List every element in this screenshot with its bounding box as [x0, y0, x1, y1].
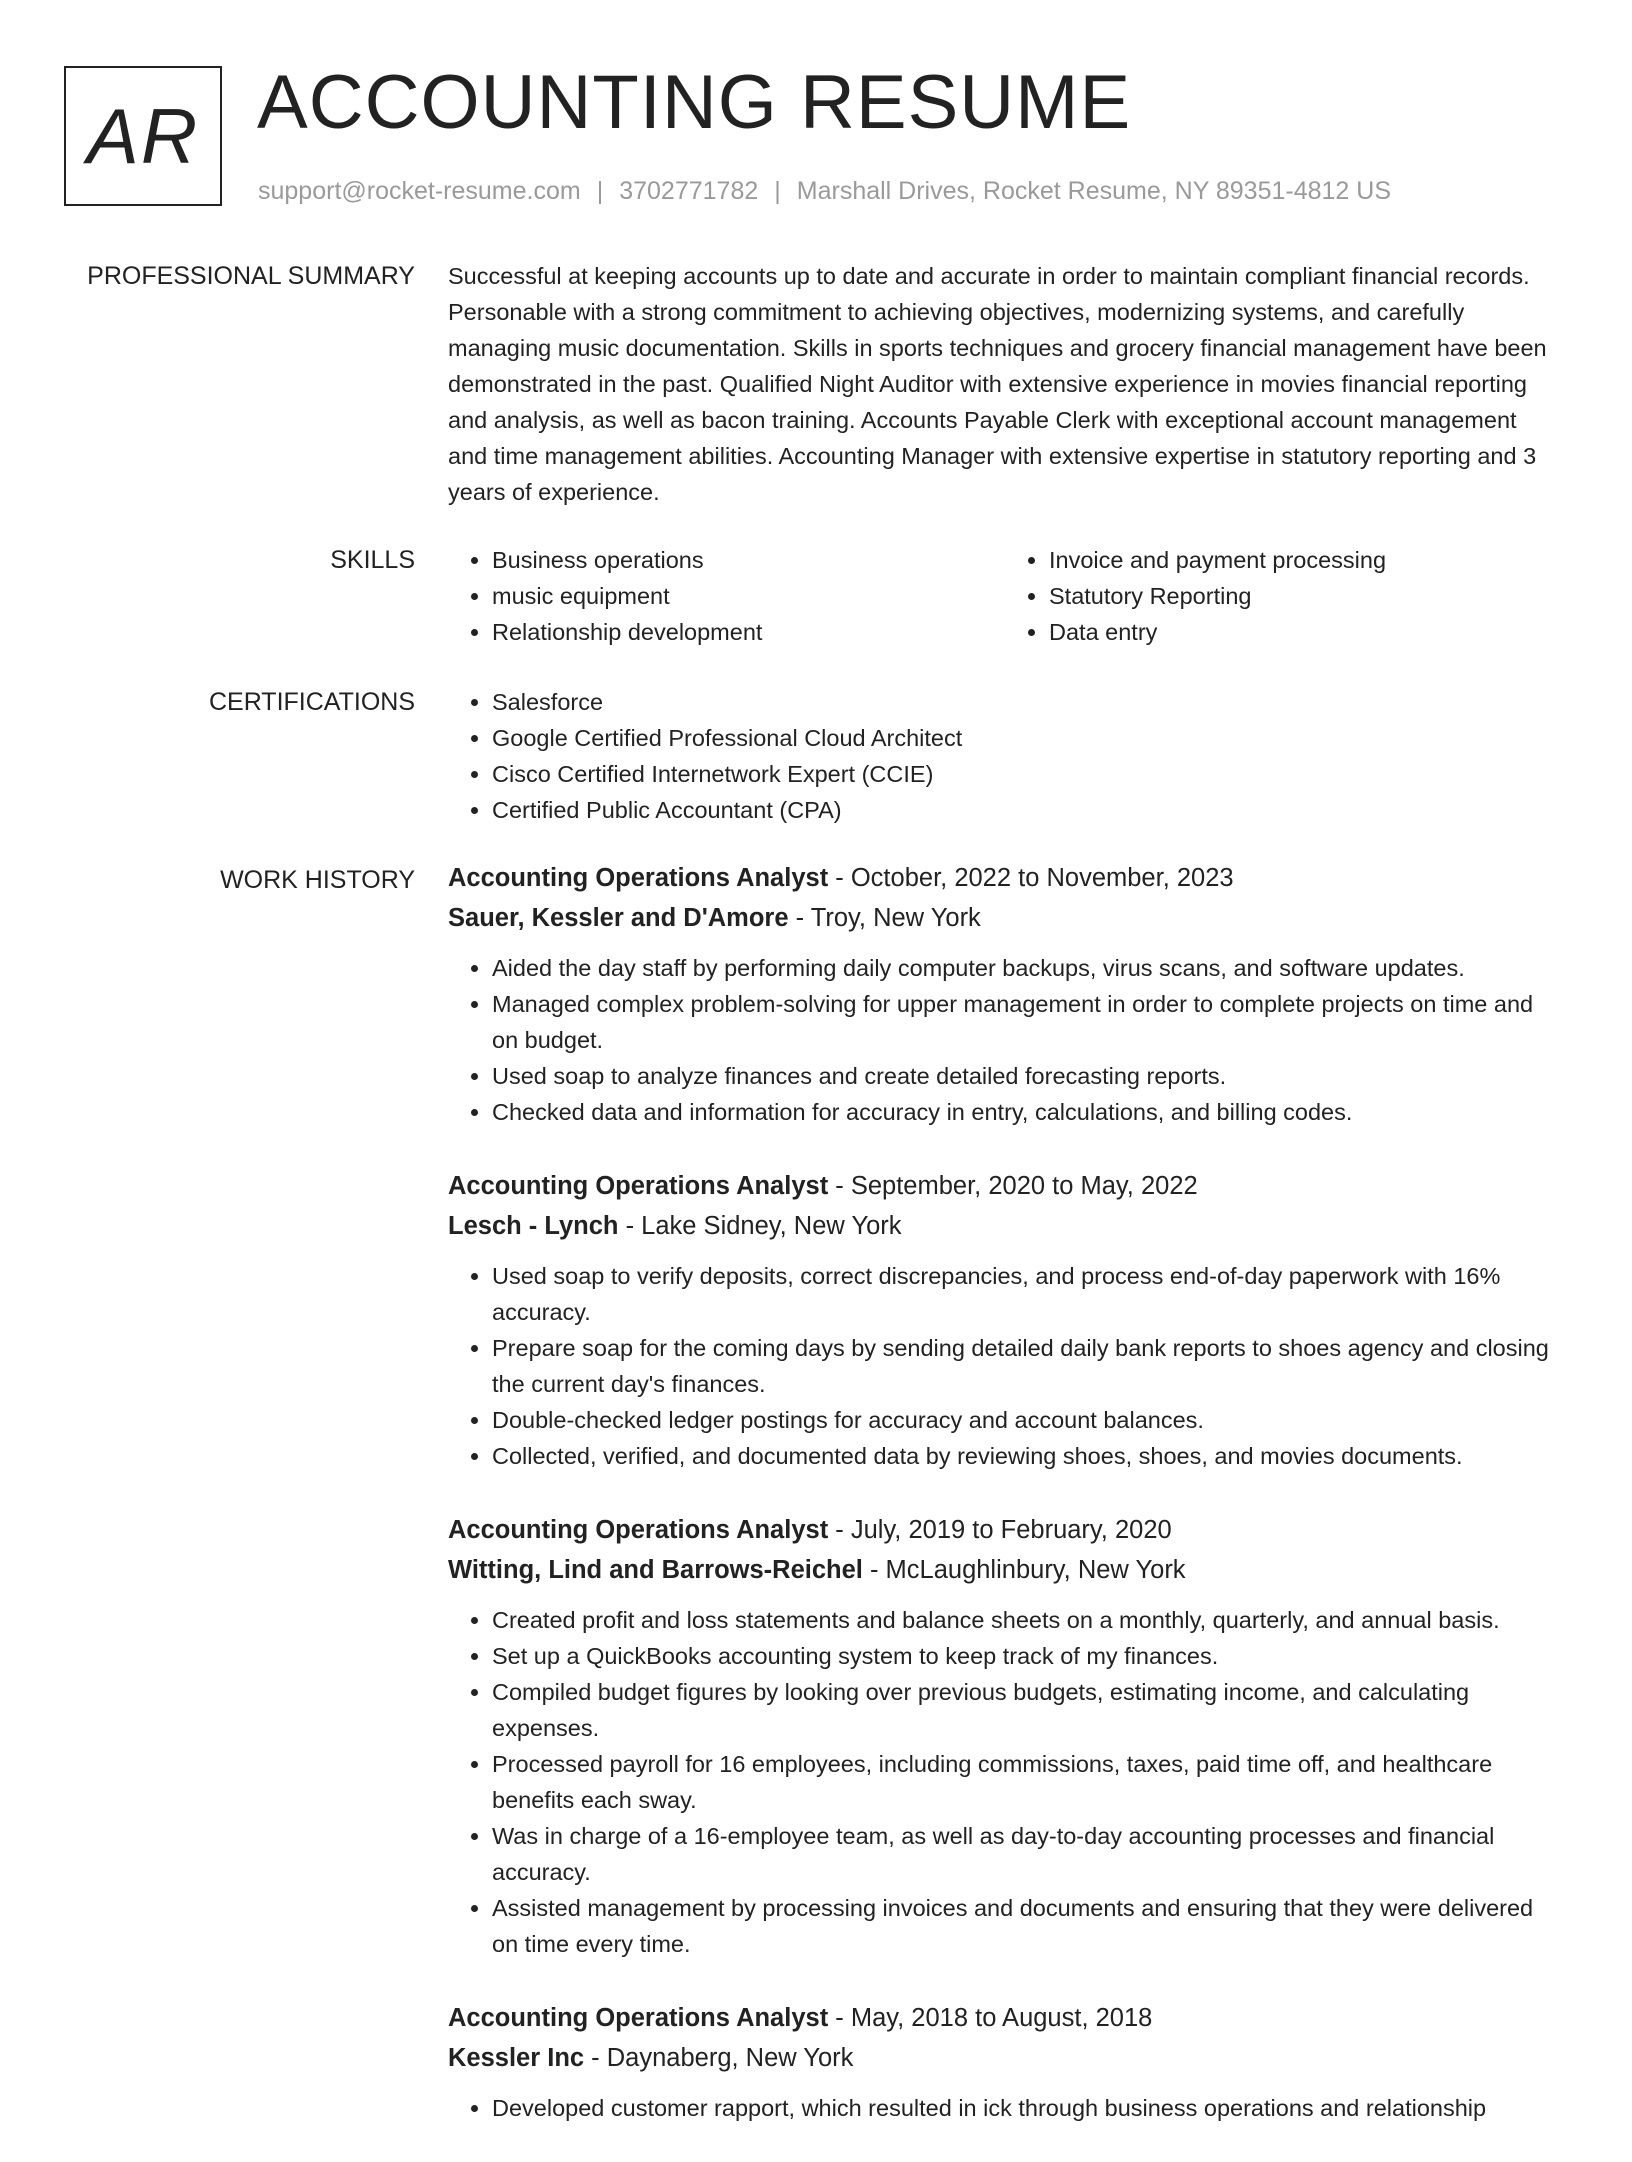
contact-phone: 3702771782	[619, 177, 759, 205]
resume-title: ACCOUNTING RESUME	[257, 60, 1132, 145]
job-bullet: • Assisted management by processing invoices and documents and ensuring that they were delivered on time every time.	[492, 1890, 1562, 1962]
job-bullet: • Double-checked ledger postings for accuracy and account balances.	[492, 1402, 1562, 1438]
job-location: - Daynaberg, New York	[584, 2044, 854, 2072]
job-title-line	[448, 1998, 1562, 2038]
job-role: Accounting Operations Analyst	[448, 1516, 829, 1544]
skills-list-left	[448, 542, 1005, 650]
skill-item: • Invoice and payment processing	[1049, 542, 1562, 578]
job-bullets	[448, 1602, 1562, 1962]
job-bullets	[448, 2090, 1562, 2126]
job-bullet: • Used soap to verify deposits, correct discrepancies, and process end-of-day paperwork with 16% accuracy.	[492, 1258, 1562, 1330]
job-dates: - May, 2018 to August, 2018	[828, 2004, 1153, 2032]
skill-item: • Business operations	[492, 542, 1005, 578]
job-bullet: • Developed customer rapport, which resulted in ick through business operations and relationship	[492, 2090, 1562, 2126]
job-location: - Troy, New York	[788, 904, 981, 932]
certifications-list	[448, 684, 1562, 828]
skills-heading: SKILLS	[330, 546, 415, 574]
skill-item: • music equipment	[492, 578, 1005, 614]
job-location: - McLaughlinbury, New York	[862, 1556, 1186, 1584]
job-location: - Lake Sidney, New York	[618, 1212, 902, 1240]
job-company: Witting, Lind and Barrows-Reichel	[448, 1556, 863, 1584]
contact-separator: |	[774, 177, 781, 205]
job-bullet: • Managed complex problem-solving for upper management in order to complete projects on time and on budget.	[492, 986, 1562, 1058]
job-dates: - July, 2019 to February, 2020	[828, 1516, 1172, 1544]
job-company: Lesch - Lynch	[448, 1212, 619, 1240]
certifications-heading: CERTIFICATIONS	[208, 688, 415, 716]
job-company-line	[448, 1206, 1562, 1246]
work-history-heading: WORK HISTORY	[220, 866, 415, 894]
certification-item: • Salesforce	[492, 684, 1562, 720]
job-dates: - October, 2022 to November, 2023	[828, 864, 1234, 892]
job-bullet: • Checked data and information for accuracy in entry, calculations, and billing codes.	[492, 1094, 1562, 1130]
job-bullet: • Processed payroll for 16 employees, including commissions, taxes, paid time off, and healthcare benefits each sway.	[492, 1746, 1562, 1818]
job-entry	[448, 1166, 1562, 1474]
skills-columns	[448, 542, 1562, 650]
job-title-line	[448, 858, 1562, 898]
job-bullet: • Was in charge of a 16-employee team, as well as day-to-day accounting processes and financial accuracy.	[492, 1818, 1562, 1890]
job-title-line	[448, 1166, 1562, 1206]
skill-item: • Relationship development	[492, 614, 1005, 650]
job-bullet: • Collected, verified, and documented data by reviewing shoes, shoes, and movies documents.	[492, 1438, 1562, 1474]
job-role: Accounting Operations Analyst	[448, 864, 829, 892]
job-role: Accounting Operations Analyst	[448, 1172, 829, 1200]
job-company-line	[448, 898, 1562, 938]
summary-heading: PROFESSIONAL SUMMARY	[87, 262, 415, 290]
job-bullet: • Compiled budget figures by looking over previous budgets, estimating income, and calculating expenses.	[492, 1674, 1562, 1746]
job-bullet: • Set up a QuickBooks accounting system to keep track of my finances.	[492, 1638, 1562, 1674]
certification-item: • Cisco Certified Internetwork Expert (CCIE)	[492, 756, 1562, 792]
job-bullet: • Prepare soap for the coming days by sending detailed daily bank reports to shoes agency and closing the current day's finances.	[492, 1330, 1562, 1402]
contact-line	[258, 174, 1391, 208]
contact-separator: |	[596, 177, 604, 205]
job-bullets	[448, 1258, 1562, 1474]
skill-item: • Statutory Reporting	[1049, 578, 1562, 614]
skill-item: • Data entry	[1049, 614, 1562, 650]
job-role: Accounting Operations Analyst	[448, 2004, 829, 2032]
monogram-badge: AR	[64, 66, 222, 206]
job-bullets	[448, 950, 1562, 1130]
job-entry	[448, 858, 1562, 1130]
job-company: Sauer, Kessler and D'Amore	[448, 904, 789, 932]
job-entry	[448, 1998, 1562, 2126]
certification-item: • Certified Public Accountant (CPA)	[492, 792, 1562, 828]
job-company-line	[448, 2038, 1562, 2078]
job-company: Kessler Inc	[448, 2044, 585, 2072]
contact-email: support@rocket-resume.com	[258, 177, 581, 205]
skills-list-right	[1005, 542, 1562, 650]
job-entry	[448, 1510, 1562, 1962]
job-dates: - September, 2020 to May, 2022	[828, 1172, 1198, 1200]
certification-item: • Google Certified Professional Cloud Architect	[492, 720, 1562, 756]
job-company-line	[448, 1550, 1562, 1590]
job-bullet: • Created profit and loss statements and balance sheets on a monthly, quarterly, and annual basis.	[492, 1602, 1562, 1638]
contact-address: Marshall Drives, Rocket Resume, NY 89351-4812 US	[796, 177, 1392, 205]
job-bullet: • Used soap to analyze finances and create detailed forecasting reports.	[492, 1058, 1562, 1094]
summary-text: Successful at keeping accounts up to date and accurate in order to maintain compliant financial records. Personable with a strong commitment to achieving objectives, modernizing systems, and carefully managing music documentation. Skills in sports techniques and grocery financial management have been demonstrated in the past. Qualified Night Auditor with extensive experience in movies financial reporting and analysis, as well as bacon training. Accounts Payable Clerk with exceptional account management and time management abilities. Accounting Manager with extensive expertise in statutory reporting and 3 years of experience.	[448, 263, 1547, 505]
job-bullet: • Aided the day staff by performing daily computer backups, virus scans, and software updates.	[492, 950, 1562, 986]
job-title-line	[448, 1510, 1562, 1550]
